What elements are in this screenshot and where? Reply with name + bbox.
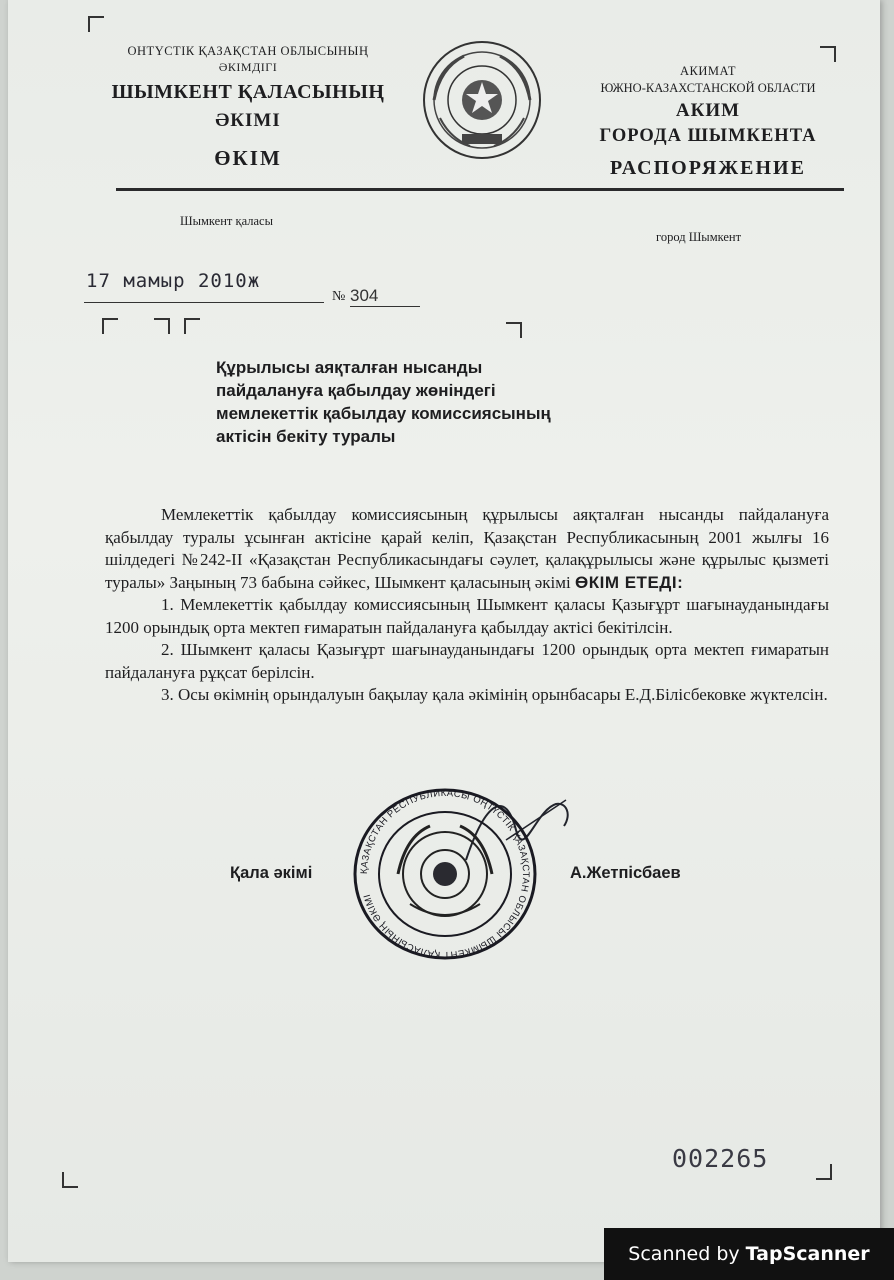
corner-mark xyxy=(506,322,522,338)
header-kz-doc-type: ӨКІМ xyxy=(214,146,282,170)
subject-line: мемлекеттік қабылдау комиссиясының xyxy=(216,404,551,423)
corner-mark xyxy=(816,1164,832,1180)
header-ru-line2: ЮЖНО-КАЗАХСТАНСКОЙ ОБЛАСТИ xyxy=(600,81,816,95)
header-ru-line4: ГОРОДА ШЫМКЕНТА xyxy=(599,126,817,146)
item-1: 1. Мемлекеттік қабылдау комиссиясының Шымкент қаласы Қазығұрт шағынауданындағы 1200 орындық орта мектеп ғимаратын пайдалануға қабылдау актісі бекітілсін. xyxy=(105,595,829,637)
scanner-brand: TapScanner xyxy=(745,1243,870,1265)
header-kz-line4: ӘКІМІ xyxy=(215,110,281,131)
header-kazakh xyxy=(68,44,428,171)
official-seal-icon xyxy=(350,786,540,962)
serial-number: 002265 xyxy=(672,1144,769,1173)
signature-position: Қала әкімі xyxy=(230,864,313,882)
corner-mark xyxy=(184,318,200,334)
subject-line: актісін бекіту туралы xyxy=(216,427,396,446)
number-label: № xyxy=(332,289,346,304)
document-subject xyxy=(216,356,551,448)
subject-line: пайдалануға қабылдау жөніндегі xyxy=(216,381,496,400)
corner-mark xyxy=(154,318,170,334)
state-emblem-icon xyxy=(420,38,544,162)
header-ru-doc-type: РАСПОРЯЖЕНИЕ xyxy=(610,157,806,179)
decree-word: ӨКІМ ЕТЕДІ: xyxy=(575,572,684,592)
scanner-prefix: Scanned by xyxy=(628,1243,740,1265)
document-number: 304 xyxy=(350,286,420,307)
city-ru: город Шымкент xyxy=(656,230,742,244)
corner-mark xyxy=(62,1172,78,1188)
header-russian xyxy=(588,64,828,180)
header-kz-line1: ОНТҮСТІК ҚАЗАҚСТАН ОБЛЫСЫНЫҢ xyxy=(127,44,369,58)
document-date: 17 мамыр 2010ж xyxy=(86,270,261,292)
city-kz: Шымкент қаласы xyxy=(180,214,273,228)
item-3: 3. Осы өкімнің орындалуын бақылау қала әкімінің орынбасары Е.Д.Білісбековке жүктелсін. xyxy=(161,685,828,704)
signature-name: А.Жетпісбаев xyxy=(570,864,681,882)
header-divider xyxy=(116,188,844,191)
corner-mark xyxy=(820,46,836,62)
header-ru-line3: АКИМ xyxy=(675,100,741,121)
subject-line: Құрылысы аяқталған нысанды xyxy=(216,358,483,377)
date-underline xyxy=(84,302,324,303)
header-kz-line2: ӘКІМДІГІ xyxy=(218,60,278,74)
corner-mark xyxy=(102,318,118,334)
header-kz-line3: ШЫМКЕНТ ҚАЛАСЫНЫҢ xyxy=(111,81,385,103)
corner-mark xyxy=(88,16,104,32)
scanner-watermark xyxy=(604,1228,894,1280)
item-2: 2. Шымкент қаласы Қазығұрт шағынауданындағы 1200 орындық орта мектеп ғимаратын пайдалануға рұқсат берілсін. xyxy=(105,640,829,682)
seal-text: ҚАЗАҚСТАН РЕСПУБЛИКАСЫ ОҢТҮСТІК ҚАЗАҚСТАН ОБЛЫСЫ ШЫМКЕНТ ҚАЛАСЫНЫҢ ӘКІМІ xyxy=(358,787,532,961)
document-body xyxy=(105,504,829,707)
preamble-text: Мемлекеттік қабылдау комиссиясының құрылысы аяқталған нысанды пайдалануға қабылдау туралы ұсынған актісіне қарай келіп, Қазақстан Республикасының 2001 жылғы 16 шілдедегі №242-II «Қазақстан Республикасындағы сәулет, қалақұрылысы және құрылыс қызметі туралы» Заңының 73 бабына сәйкес, Шымкент қаласының әкімі xyxy=(105,505,829,592)
document-page xyxy=(8,0,880,1262)
header-ru-line1: АКИМАТ xyxy=(679,64,737,78)
preamble-paragraph xyxy=(105,504,829,594)
